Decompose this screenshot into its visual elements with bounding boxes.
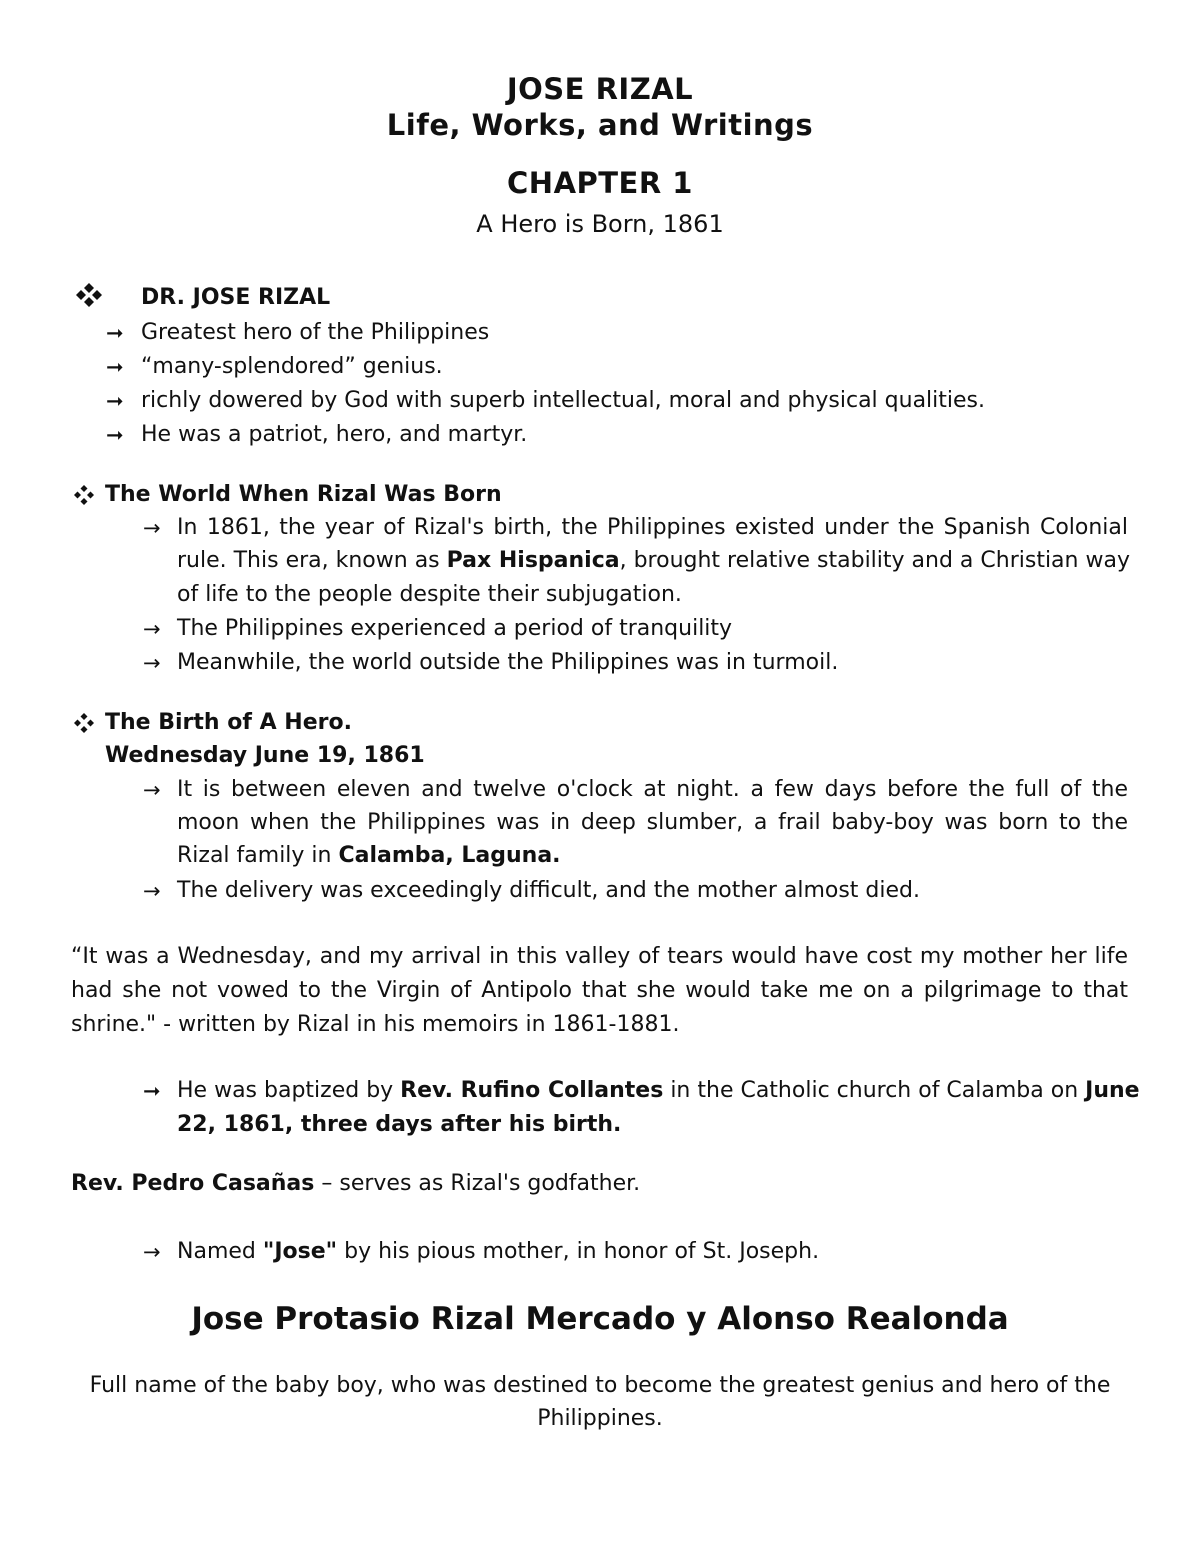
named-line [177,1239,819,1264]
text-span: Rizal family in [177,843,339,868]
thin-arrow-icon: → [143,617,161,641]
text-span: in the Catholic church of Calamba on [663,1078,1086,1103]
text-span: rule. This era, known as [177,548,447,573]
given-name: "Jose" [262,1239,338,1264]
list-item: He was a patriot, hero, and martyr. [141,422,528,447]
thin-arrow-icon: → [143,879,161,903]
section-heading-world: The World When Rizal Was Born [105,482,502,507]
list-item: richly dowered by God with superb intellectual, moral and physical qualities. [141,388,986,413]
baptism-date: 22, 1861, three days after his birth. [177,1112,622,1137]
godfather-name: Rev. Pedro Casañas [71,1171,315,1196]
heavy-arrow-icon: ➞ [143,1079,161,1103]
list-item: The Philippines experienced a period of tranquility [177,616,733,641]
chapter-number: CHAPTER 1 [507,166,693,200]
birth-date: Wednesday June 19, 1861 [105,743,425,768]
heavy-arrow-icon: ➞ [106,389,124,413]
thin-arrow-icon: → [143,1240,161,1264]
priest-name: Rev. Rufino Collantes [400,1078,664,1103]
heavy-arrow-icon: ➞ [106,355,124,379]
text-span: by his pious mother, in honor of St. Joseph. [337,1239,820,1264]
godfather-line [71,1171,640,1196]
diamond-icon [73,484,95,506]
list-item-line: It is between eleven and twelve o'clock at night. a few days before the full of the [177,777,1128,802]
text-span: He was baptized by [177,1078,401,1103]
chapter-title: A Hero is Born, 1861 [476,210,724,238]
full-name-description: Full name of the baby boy, who was destined to become the greatest genius and hero of the [89,1373,1111,1398]
text-span: – serves as Rizal's godfather. [314,1171,641,1196]
quote-line: shrine." - written by Rizal in his memoirs in 1861-1881. [71,1012,680,1037]
list-item-line [177,548,1128,573]
thin-arrow-icon: → [143,516,161,540]
text-span: , brought relative stability and a Christian way [619,548,1130,573]
birthplace: Calamba, Laguna. [338,843,561,868]
list-item-line: of life to the people despite their subjugation. [177,582,682,607]
list-item: Greatest hero of the Philippines [141,320,490,345]
list-item: “many-splendored” genius. [141,354,443,379]
pax-hispanica-term: Pax Hispanica [446,548,620,573]
diamond-icon [73,712,95,734]
quote-line: had she not vowed to the Virgin of Antipolo that she would take me on a pilgrimage to that [71,978,1128,1003]
doc-title: JOSE RIZAL [506,72,694,106]
thin-arrow-icon: → [143,651,161,675]
list-item-line: In 1861, the year of Rizal's birth, the Philippines existed under the Spanish Colonial [177,515,1128,540]
quote-line: “It was a Wednesday, and my arrival in this valley of tears would have cost my mother her life [71,944,1128,969]
list-item: The delivery was exceedingly difficult, and the mother almost died. [177,878,920,903]
full-name-description: Philippines. [537,1406,663,1431]
baptism-month: June [1085,1078,1140,1103]
doc-subtitle: Life, Works, and Writings [386,108,814,142]
four-diamond-icon [74,282,104,308]
baptism-line [177,1078,1140,1103]
full-name-heading: Jose Protasio Rizal Mercado y Alonso Realonda [191,1301,1009,1337]
text-span: Named [177,1239,263,1264]
list-item: Meanwhile, the world outside the Philippines was in turmoil. [177,650,839,675]
heavy-arrow-icon: ➞ [106,321,124,345]
list-item-line: moon when the Philippines was in deep slumber, a frail baby-boy was born to the [177,810,1128,835]
section-heading-birth: The Birth of A Hero. [105,710,352,735]
section-heading-dr-jose-rizal: DR. JOSE RIZAL [141,285,331,310]
heavy-arrow-icon: ➞ [106,423,124,447]
list-item-line [177,843,561,868]
thin-arrow-icon: → [143,778,161,802]
